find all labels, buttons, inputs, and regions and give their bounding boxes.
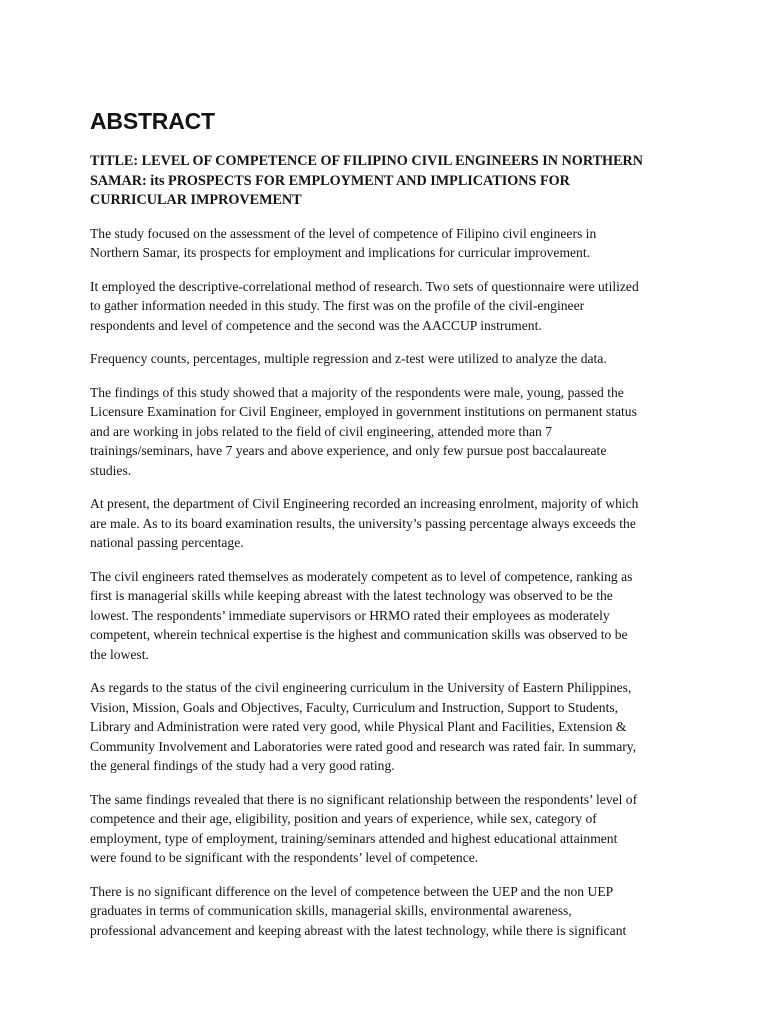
paragraph-line: are male. As to its board examination results, the university’s passing percentage always exceeds the [90, 515, 636, 531]
paragraph-line: Licensure Examination for Civil Engineer, employed in government institutions on permanent status [90, 404, 637, 419]
paragraph-line: lowest. The respondents’ immediate supervisors or HRMO rated their employees as moderately [90, 607, 610, 623]
paragraph-line: professional advancement and keeping abreast with the latest technology, while there is significant [90, 922, 627, 938]
paragraph-line: Library and Administration were rated very good, while Physical Plant and Facilities, Extension & [90, 719, 627, 734]
abstract-paragraph [90, 790, 680, 868]
paragraph-line: The study focused on the assessment of the level of competence of Filipino civil engineers in [90, 225, 597, 241]
paragraph-line: At present, the department of Civil Engineering recorded an increasing enrolment, majority of which [90, 496, 639, 511]
paragraph-line: The findings of this study showed that a majority of the respondents were male, young, passed the [90, 384, 624, 400]
paragraph-line: Community Involvement and Laboratories were rated good and research was rated fair. In summary, [90, 738, 637, 754]
abstract-paragraph [90, 277, 680, 336]
paragraph-line: first is managerial skills while keeping abreast with the latest technology was observed to be the [90, 588, 613, 603]
document-page [90, 106, 680, 954]
abstract-paragraph [90, 567, 680, 665]
paragraph-line: were found to be significant with the respondents’ level of competence. [90, 850, 479, 865]
page-heading: ABSTRACT [90, 108, 215, 134]
paragraph-line: There is no significant difference on the level of competence between the UEP and the non UEP [90, 883, 614, 899]
paragraph-line: The civil engineers rated themselves as moderately competent as to level of competence, ranking as [90, 568, 633, 584]
paragraph-line: As regards to the status of the civil engineering curriculum in the University of Eastern Philippines, [90, 680, 632, 695]
abstract-body [90, 224, 680, 941]
paragraph-line: employment, type of employment, training/seminars attended and highest educational attainment [90, 830, 618, 846]
paragraph-line: the lowest. [90, 646, 149, 662]
paragraph-line: studies. [90, 462, 132, 478]
title-line: CURRICULAR IMPROVEMENT [90, 192, 302, 208]
paragraph-line: trainings/seminars, have 7 years and above experience, and only few pursue post baccalaureate [90, 443, 607, 458]
paragraph-line: graduates in terms of communication skills, managerial skills, environmental awareness, [90, 903, 572, 918]
title-line: TITLE: LEVEL OF COMPETENCE OF FILIPINO CIVIL ENGINEERS IN NORTHERN [90, 153, 644, 169]
paragraph-line: competence and their age, eligibility, position and years of experience, while sex, category of [90, 811, 597, 826]
paragraph-line: to gather information needed in this study. The first was on the profile of the civil-engineer [90, 298, 585, 313]
paragraph-line: competent, wherein technical expertise is the highest and communication skills was observed to be [90, 627, 628, 642]
paragraph-line: Vision, Mission, Goals and Objectives, Faculty, Curriculum and Instruction, Support to Students, [90, 699, 619, 715]
paragraph-line: It employed the descriptive-correlational method of research. Two sets of questionnaire were utilized [90, 278, 639, 294]
abstract-paragraph [90, 882, 680, 941]
document-title [90, 152, 680, 211]
abstract-paragraph [90, 349, 680, 369]
abstract-paragraph [90, 383, 680, 481]
paragraph-line: The same findings revealed that there is no significant relationship between the respondents’ level of [90, 791, 638, 807]
paragraph-line: national passing percentage. [90, 535, 244, 550]
paragraph-line: Frequency counts, percentages, multiple regression and z-test were utilized to analyze the data. [90, 351, 607, 366]
paragraph-line: and are working in jobs related to the field of civil engineering, attended more than 7 [90, 423, 553, 439]
abstract-paragraph [90, 494, 680, 553]
paragraph-line: the general findings of the study had a very good rating. [90, 758, 395, 773]
title-line: SAMAR: its PROSPECTS FOR EMPLOYMENT AND IMPLICATIONS FOR [90, 172, 570, 189]
abstract-paragraph [90, 678, 680, 776]
paragraph-line: respondents and level of competence and the second was the AACCUP instrument. [90, 317, 542, 333]
abstract-paragraph [90, 224, 680, 263]
paragraph-line: Northern Samar, its prospects for employment and implications for curricular improvement. [90, 245, 591, 260]
